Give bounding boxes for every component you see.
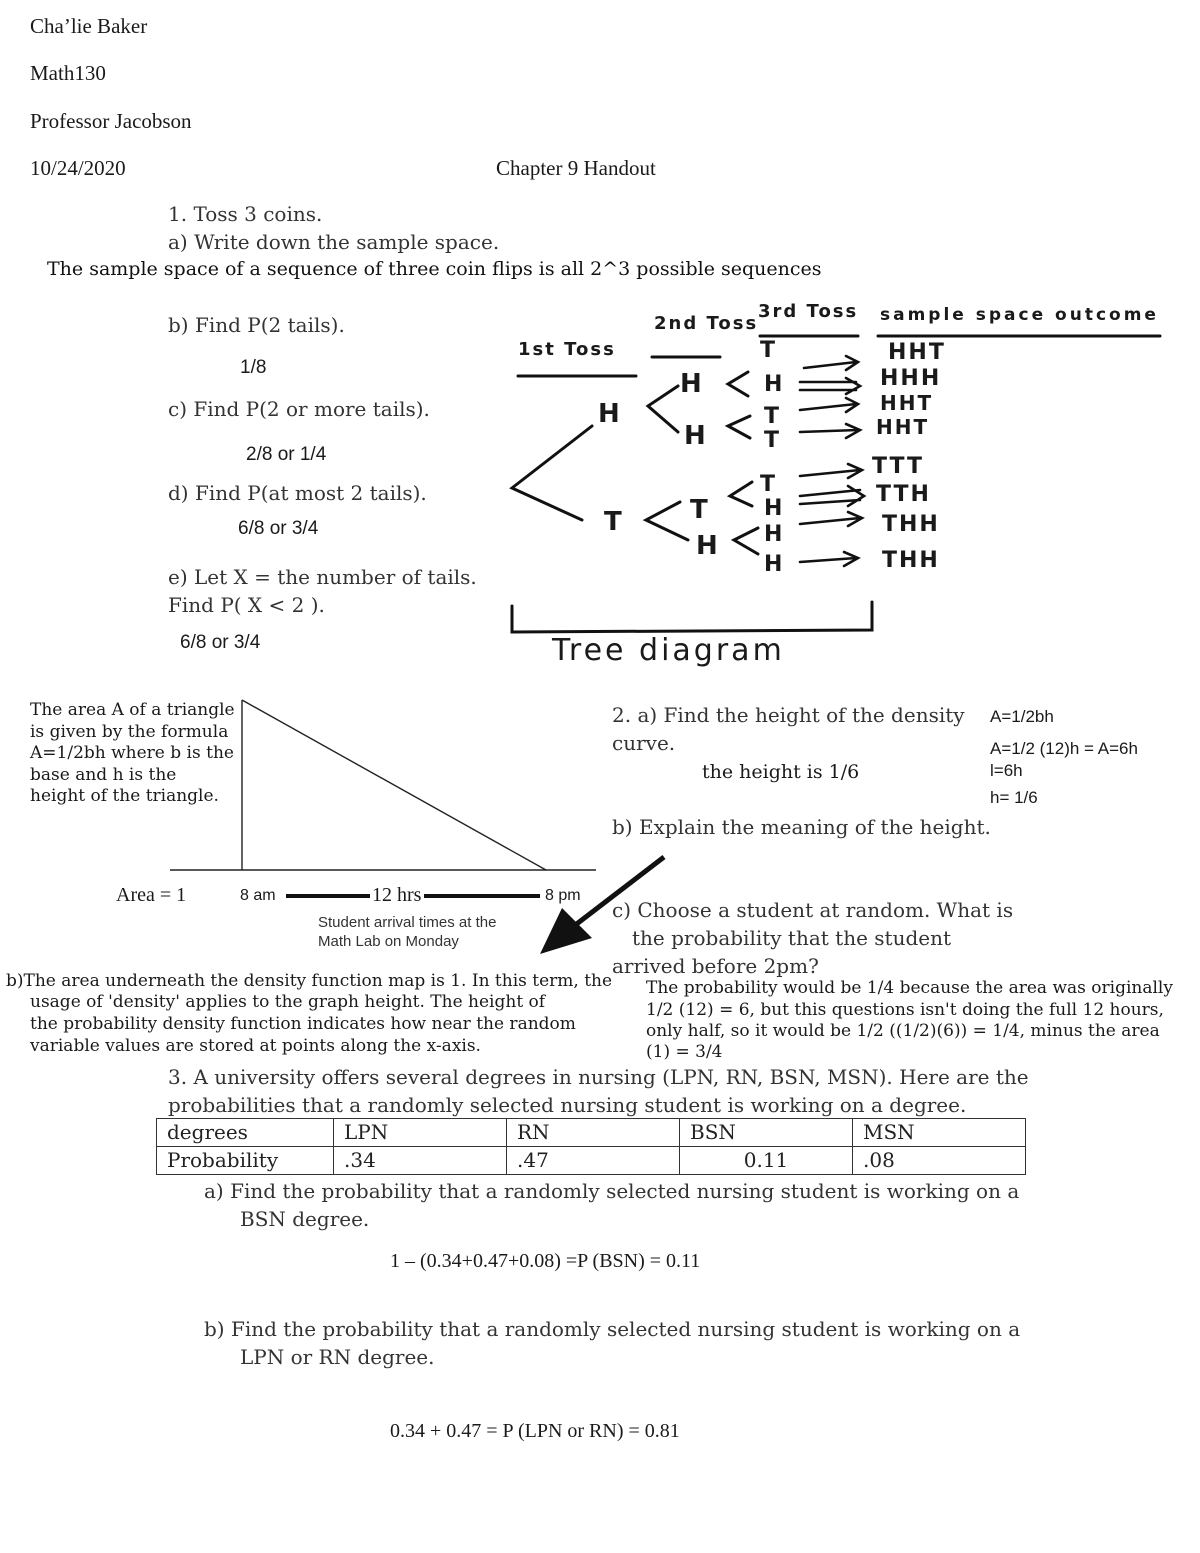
tree-caption: Tree diagram <box>552 633 785 668</box>
tree-outcome: HHT <box>888 340 946 365</box>
table-cell: RN <box>507 1119 680 1147</box>
q1e-answer: 6/8 or 3/4 <box>180 632 261 653</box>
table-cell: LPN <box>334 1119 507 1147</box>
q3a-prompt-line2: BSN degree. <box>240 1207 370 1231</box>
tree-outcome: HHH <box>880 366 942 391</box>
triangle-area-note: The area A of a triangle is given by the formula A=1/2bh where b is the base and h is the height of the triangle. <box>30 700 235 806</box>
tree-node-3: T <box>764 428 782 453</box>
q2a-work-line4: h= 1/6 <box>990 788 1038 807</box>
tree-outcome: TTT <box>872 454 925 479</box>
q2b-answer-line2: usage of 'density' applies to the graph height. The height of <box>30 992 546 1012</box>
q2a-prompt-line1: 2. a) Find the height of the density <box>612 703 965 727</box>
tree-node-3: H <box>764 522 785 547</box>
q3-prompt-line2: probabilities that a randomly selected nursing student is working on a degree. <box>168 1093 967 1117</box>
graph-caption-line1: Student arrival times at the <box>318 914 497 931</box>
q2c-answer-line4: (1) = 3/4 <box>646 1042 723 1062</box>
professor-name: Professor Jacobson <box>30 109 192 133</box>
tree-label-3rd-toss: 3rd Toss <box>758 301 859 322</box>
degree-probability-table <box>156 1118 1026 1175</box>
area-label: Area = 1 <box>116 884 187 906</box>
tree-outcome: THH <box>882 512 940 537</box>
q1b-answer: 1/8 <box>240 357 267 378</box>
q2a-work-line2: A=1/2 (12)h = A=6h <box>990 739 1138 758</box>
q2a-work-line1: A=1/2bh <box>990 707 1054 726</box>
table-row <box>157 1119 1026 1147</box>
q2a-work-line3: l=6h <box>990 761 1023 780</box>
table-cell: .34 <box>334 1147 507 1175</box>
q1c-prompt: c) Find P(2 or more tails). <box>168 397 430 421</box>
tree-node-1-h: H <box>598 399 622 429</box>
q1d-answer: 6/8 or 3/4 <box>238 518 319 539</box>
table-row-label: Probability <box>157 1147 334 1175</box>
tree-outcome: HHT <box>876 415 930 439</box>
tree-outcome: TTH <box>876 482 931 507</box>
q1b-prompt: b) Find P(2 tails). <box>168 313 345 337</box>
tree-node-3: T <box>760 472 778 497</box>
table-row <box>157 1147 1026 1175</box>
tree-label-2nd-toss: 2nd Toss <box>654 313 759 334</box>
q2b-answer-line3: the probability density function indicates how near the random <box>30 1014 576 1034</box>
q2a-prompt-line2: curve. <box>612 731 676 755</box>
q3b-prompt-line2: LPN or RN degree. <box>240 1345 435 1369</box>
date: 10/24/2020 <box>30 156 126 180</box>
tree-node-2-h: H <box>684 421 708 451</box>
q2c-answer-line1: The probability would be 1/4 because the area was originally <box>646 978 1173 998</box>
q2c-prompt-line1: c) Choose a student at random. What is <box>612 898 1014 922</box>
axis-start-label: 8 am <box>240 887 276 904</box>
q3b-prompt-line1: b) Find the probability that a randomly selected nursing student is working on a <box>204 1317 1021 1341</box>
q1a-answer: The sample space of a sequence of three coin flips is all 2^3 possible sequences <box>47 258 822 280</box>
table-row-label: degrees <box>157 1119 334 1147</box>
tree-label-1st-toss: 1st Toss <box>518 339 616 360</box>
tree-node-1-t: T <box>604 507 624 537</box>
student-name: Cha’lie Baker <box>30 14 148 38</box>
q3b-answer: 0.34 + 0.47 = P (LPN or RN) = 0.81 <box>390 1420 680 1442</box>
q1-prompt: 1. Toss 3 coins. <box>168 202 323 226</box>
q1e-prompt-line2: Find P( X < 2 ). <box>168 593 325 617</box>
q2c-prompt-line2: the probability that the student <box>632 926 952 950</box>
table-cell: 0.11 <box>680 1147 853 1175</box>
axis-mid-label: 12 hrs <box>372 884 422 906</box>
q3-prompt-line1: 3. A university offers several degrees in nursing (LPN, RN, BSN, MSN). Here are the <box>168 1065 1029 1089</box>
tree-node-2-t: T <box>690 495 710 525</box>
tree-node-3: T <box>764 404 782 429</box>
page-title: Chapter 9 Handout <box>496 156 656 180</box>
q1a-prompt: a) Write down the sample space. <box>168 230 500 254</box>
q2c-answer-line2: 1/2 (12) = 6, but this questions isn't doing the full 12 hours, <box>646 1000 1164 1020</box>
tree-outcome: HHT <box>880 391 934 415</box>
q1d-prompt: d) Find P(at most 2 tails). <box>168 481 427 505</box>
q2b-prompt: b) Explain the meaning of the height. <box>612 815 991 839</box>
tree-label-sample-space: sample space outcome <box>880 305 1159 325</box>
tree-node-2-h: H <box>680 369 704 399</box>
q2c-answer-line3: only half, so it would be 1/2 ((1/2)(6)) = 1/4, minus the area <box>646 1021 1160 1041</box>
q3a-prompt-line1: a) Find the probability that a randomly selected nursing student is working on a <box>204 1179 1020 1203</box>
tree-node-3: H <box>764 372 785 397</box>
axis-end-label: 8 pm <box>545 887 581 904</box>
q1e-prompt-line1: e) Let X = the number of tails. <box>168 565 477 589</box>
tree-node-3: H <box>764 496 785 521</box>
q2b-answer-line1: b)The area underneath the density function map is 1. In this term, the <box>6 971 613 991</box>
tree-outcome: THH <box>882 548 940 573</box>
q2a-answer: the height is 1/6 <box>702 761 860 783</box>
q2c-prompt-line3: arrived before 2pm? <box>612 954 819 978</box>
tree-node-3: H <box>764 552 785 577</box>
course-name: Math130 <box>30 61 106 85</box>
table-cell: .08 <box>853 1147 1026 1175</box>
table-cell: .47 <box>507 1147 680 1175</box>
tree-node-3: T <box>760 338 778 363</box>
table-cell: MSN <box>853 1119 1026 1147</box>
tree-node-2-h: H <box>696 531 720 561</box>
q3a-answer: 1 – (0.34+0.47+0.08) =P (BSN) = 0.11 <box>390 1250 701 1272</box>
q1c-answer: 2/8 or 1/4 <box>246 444 327 465</box>
table-cell: BSN <box>680 1119 853 1147</box>
q2b-answer-line4: variable values are stored at points along the x-axis. <box>30 1036 481 1056</box>
graph-caption-line2: Math Lab on Monday <box>318 933 459 950</box>
